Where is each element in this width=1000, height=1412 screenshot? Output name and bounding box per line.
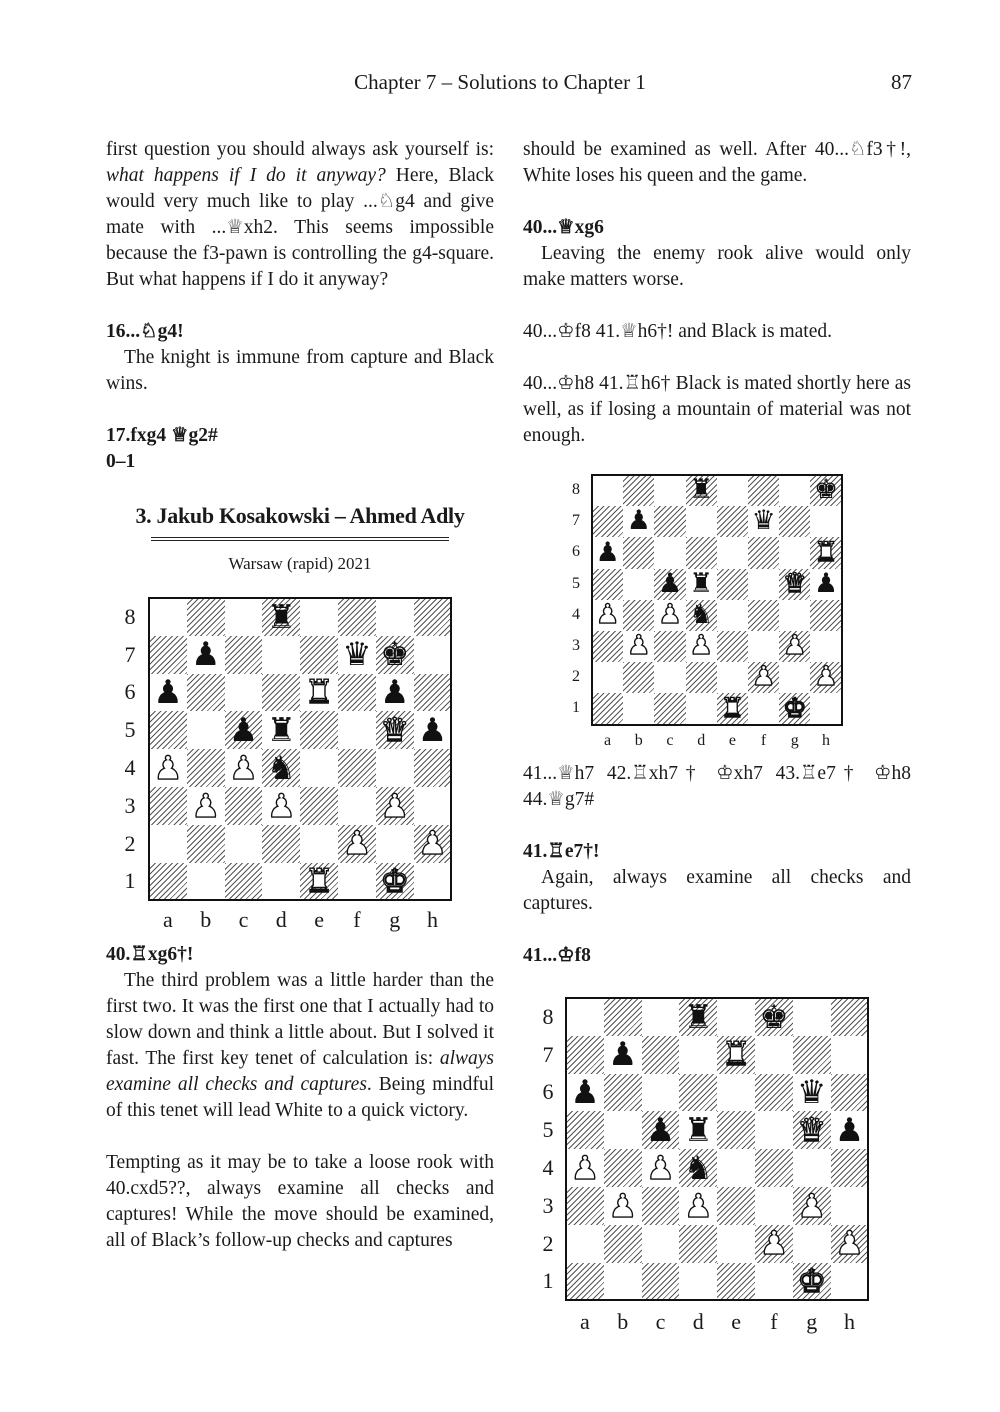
file-label: b (617, 1308, 629, 1334)
text: Here, Black would very much like to play ...♘g4 and give mate with ...♕xh2. This seems impossible because the f3-pawn is controlling the g4-square. But what happens if I do it anyway? (106, 165, 495, 290)
white-king-g1: ♚ (380, 862, 410, 901)
black-queen-f7: ♛ (342, 635, 372, 674)
file-label: d (692, 1308, 704, 1334)
white-queen-g5: ♛ (380, 711, 410, 750)
white-pawn-h2: ♟ (813, 661, 839, 693)
file-label: c (655, 1308, 666, 1334)
rank-label: 4 (124, 754, 136, 780)
black-rook-d5: ♜ (683, 1111, 713, 1150)
rank-label: 1 (124, 868, 136, 894)
file-label: g (790, 732, 799, 750)
white-pawn-a4: ♟ (595, 598, 620, 630)
rank-label: 8 (572, 481, 580, 498)
rank-label: 4 (542, 1154, 554, 1180)
white-pawn-g3: ♟ (380, 786, 410, 825)
white-pawn-a4: ♟ (153, 748, 183, 787)
text: The third problem was a little harder than the first two. It was the first one that I actually had to slow down and think a little about. But I solved it fast. The first key tenet of calculation is: (106, 970, 494, 1069)
move-41b: 41...♔f8 (523, 945, 591, 966)
rank-label: 6 (124, 679, 136, 705)
file-label: e (731, 1308, 741, 1334)
white-rook-h6: ♜ (813, 536, 839, 568)
file-label: e (314, 906, 324, 932)
move-17: 17.fxg4 ♕g2# (106, 425, 218, 446)
white-pawn-b3: ♟ (626, 630, 651, 662)
black-pawn-c5: ♟ (657, 567, 683, 599)
white-pawn-g3: ♟ (782, 630, 807, 662)
black-rook-d8: ♜ (266, 597, 296, 636)
file-label: b (634, 732, 643, 750)
file-label: h (843, 1308, 855, 1334)
text: first question you should always ask yourself is: (106, 139, 494, 160)
rank-label: 3 (124, 792, 136, 818)
white-pawn-h2: ♟ (834, 1224, 865, 1263)
black-rook-d5: ♜ (689, 567, 714, 599)
file-label: h (821, 732, 830, 750)
move-41: 41.♖e7†! (523, 841, 600, 862)
paragraph: Again, always examine all checks and captures. (523, 867, 911, 914)
white-rook-e7: ♜ (721, 1035, 751, 1074)
rank-label: 4 (572, 605, 580, 623)
white-pawn-f2: ♟ (342, 824, 372, 863)
paragraph: Tempting as it may be to take a loose rook with 40.cxd5??, always examine all checks and captures! While the move should be examined, all of Black’s follow-up checks and captures (106, 1152, 494, 1251)
file-label: d (275, 906, 287, 932)
black-queen-f7: ♛ (751, 505, 776, 537)
white-king-g1: ♚ (797, 1262, 827, 1301)
rank-label: 8 (542, 1003, 554, 1029)
white-king-g1: ♚ (782, 692, 807, 724)
black-king-f8: ♚ (759, 997, 789, 1036)
right-column-lower (523, 761, 911, 969)
paragraph: 41...♕h7 42.♖xh7† ♔xh7 43.♖e7† ♔h8 44.♕g7# (523, 763, 911, 810)
white-pawn-c4: ♟ (228, 748, 259, 787)
paragraph: should be examined as well. After 40...♘f3†!, White loses his queen and the game. (523, 139, 911, 186)
paragraph (106, 968, 494, 1124)
white-pawn-f2: ♟ (759, 1224, 789, 1263)
left-column (106, 137, 494, 577)
white-pawn-c4: ♟ (645, 1148, 676, 1187)
move-40: 40.♖xg6†! (106, 944, 194, 965)
white-pawn-a4: ♟ (570, 1148, 600, 1187)
white-queen-g5: ♛ (782, 567, 807, 599)
rank-label: 6 (542, 1079, 554, 1105)
italic-text: always examine all checks and captures (106, 1048, 494, 1095)
file-label: e (728, 732, 736, 750)
file-label: f (760, 732, 767, 750)
black-pawn-h5: ♟ (834, 1111, 865, 1150)
black-pawn-h5: ♟ (813, 567, 839, 599)
rank-label: 5 (572, 574, 580, 592)
file-label: f (353, 906, 361, 932)
file-label: a (580, 1308, 590, 1334)
game-event: Warsaw (rapid) 2021 (228, 554, 372, 573)
black-pawn-b7: ♟ (191, 635, 221, 674)
file-label: f (770, 1308, 778, 1334)
black-king-g7: ♚ (380, 635, 410, 674)
file-label: a (604, 732, 612, 750)
white-pawn-d3: ♟ (683, 1186, 713, 1225)
white-pawn-f2: ♟ (751, 661, 776, 693)
paragraph (106, 137, 494, 293)
black-knight-d4: ♞ (266, 748, 296, 787)
rank-label: 2 (124, 830, 136, 856)
black-pawn-a6: ♟ (153, 673, 183, 712)
file-label: g (389, 906, 401, 932)
black-rook-d8: ♜ (689, 474, 714, 506)
black-pawn-a6: ♟ (570, 1073, 600, 1112)
black-pawn-g6: ♟ (380, 673, 410, 712)
right-column (523, 137, 911, 449)
rank-label: 6 (572, 543, 580, 561)
black-pawn-b7: ♟ (608, 1035, 638, 1074)
paragraph: 40...♔h8 41.♖h6† Black is mated shortly here as well, as if losing a mountain of material was not enough. (523, 373, 911, 446)
running-header (0, 70, 1000, 100)
black-pawn-c5: ♟ (228, 711, 259, 750)
black-queen-g6: ♛ (797, 1073, 827, 1112)
rank-label: 2 (542, 1230, 554, 1256)
paragraph: 40...♔f8 41.♕h6†! and Black is mated. (523, 321, 832, 342)
black-rook-d8: ♜ (683, 997, 713, 1036)
paragraph: The knight is immune from capture and Black wins. (106, 347, 494, 394)
rank-label: 1 (542, 1268, 554, 1294)
file-label: b (200, 906, 212, 932)
rank-label: 3 (572, 637, 580, 654)
file-label: a (163, 906, 173, 932)
rank-label: 7 (542, 1041, 554, 1067)
white-rook-e1: ♜ (720, 692, 745, 724)
left-column-lower (106, 942, 494, 1254)
white-rook-e6: ♜ (304, 673, 334, 712)
rank-label: 7 (124, 641, 136, 667)
text: . Being mindful of this tenet will lead White to a quick victory. (106, 1074, 494, 1121)
rank-label: 5 (124, 717, 136, 743)
file-label: d (697, 732, 706, 750)
white-queen-g5: ♛ (797, 1111, 827, 1150)
rank-label: 2 (572, 668, 580, 686)
chapter-title: Chapter 7 – Solutions to Chapter 1 (354, 70, 646, 94)
rank-label: 3 (542, 1192, 554, 1218)
white-pawn-c4: ♟ (657, 598, 683, 630)
paragraph: Leaving the enemy rook alive would only make matters worse. (523, 243, 911, 290)
white-pawn-b3: ♟ (608, 1186, 638, 1225)
black-rook-d5: ♜ (266, 711, 296, 750)
file-label: g (806, 1308, 818, 1334)
white-rook-e1: ♜ (304, 862, 334, 901)
move-40b: 40...♕xg6 (523, 217, 604, 238)
black-knight-d4: ♞ (689, 598, 714, 630)
black-pawn-b7: ♟ (626, 505, 651, 537)
rank-label: 1 (572, 699, 580, 717)
italic-text: what happens if I do it anyway? (106, 165, 386, 186)
white-pawn-d3: ♟ (266, 786, 296, 825)
file-label: c (666, 732, 674, 750)
file-label: c (238, 906, 249, 932)
white-pawn-g3: ♟ (797, 1186, 827, 1225)
game-result: 0–1 (106, 451, 136, 472)
game-title: 3. Jakub Kosakowski – Ahmed Adly (135, 503, 465, 528)
black-pawn-h5: ♟ (417, 711, 448, 750)
rank-label: 8 (124, 603, 136, 629)
white-pawn-d3: ♟ (689, 630, 714, 662)
rank-label: 7 (572, 512, 580, 530)
move-16: 16...♘g4! (106, 321, 184, 342)
black-pawn-c5: ♟ (645, 1111, 676, 1150)
black-king-h8: ♚ (813, 474, 839, 506)
black-pawn-a6: ♟ (595, 536, 620, 568)
file-label: h (426, 906, 438, 932)
page-number: 87 (891, 70, 912, 94)
white-pawn-b3: ♟ (191, 786, 221, 825)
black-knight-d4: ♞ (683, 1148, 713, 1187)
rank-label: 5 (542, 1117, 554, 1143)
white-pawn-h2: ♟ (417, 824, 448, 863)
title-rule (151, 537, 449, 541)
